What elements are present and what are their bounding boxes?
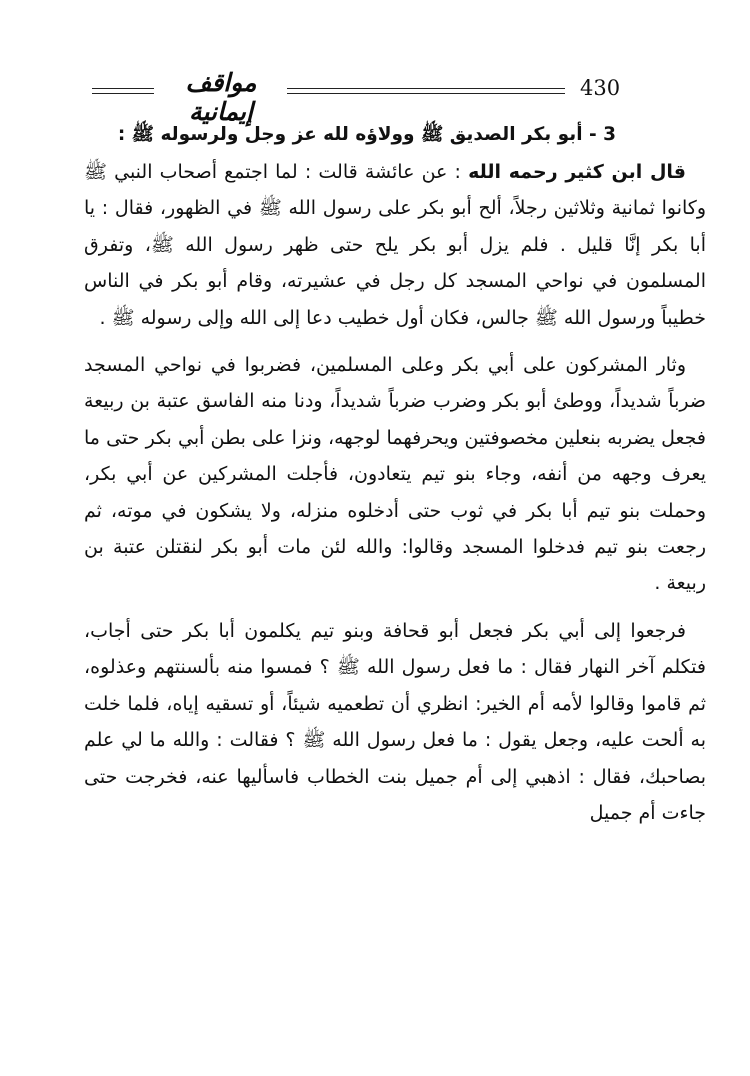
running-title: مواقف إيمانية <box>185 68 257 126</box>
paragraph-1 <box>84 154 706 336</box>
page-header <box>92 68 704 126</box>
paragraph-1-lead: قال ابن كثير رحمه الله <box>468 161 687 183</box>
paragraph-3 <box>84 613 706 831</box>
page-number: 430 <box>580 76 621 100</box>
body-text <box>84 124 706 831</box>
header-rule-left-top <box>92 88 154 89</box>
paragraph-3-text: فرجعوا إلى أبي بكر فجعل أبو قحافة وبنو تيم يكلمون أبا بكر حتى أجاب، فتكلم آخر النهار فقال : ما فعل رسول الله ﷺ ؟ فمسوا منه بألسنتهم وعذلوه، ثم قاموا وقالوا لأمه أم الخير: انظري أن تطعميه شيئاً، أو تسقيه إياه، فلما خلت به ألحت عليه، وجعل يقول : ما فعل رسول الله ﷺ ؟ فقالت : والله ما لي علم بصاحبك، فقال : اذهبي إلى أم جميل بنت الخطاب فاسأليها عنه، فخرجت حتى جاءت أم جميل <box>84 619 706 824</box>
paragraph-2-text: وثار المشركون على أبي بكر وعلى المسلمين، فضربوا في نواحي المسجد ضرباً شديداً، ووطئ أبو بكر وضرب ضرباً شديداً، ودنا منه الفاسق عتبة بن ربيعة فجعل يضربه بنعلين مخصوفتين ويحرفهما لوجهه، ونزا على بطن أبي بكر حتى ما يعرف وجهه من أنفه، وجاء بنو تيم يتعادون، فأجلت المشركين عن أبي بكر، وحملت بنو تيم أبا بكر في ثوب حتى أدخلوه منزله، ولا يشكون في موته، ثم رجعت بنو تيم فدخلوا المسجد وقالوا: والله لئن مات أبو بكر لنقتلن عتبة بن ربيعة . <box>84 354 706 595</box>
header-rule-middle-top <box>287 88 565 89</box>
header-rule-middle-bottom <box>287 93 565 94</box>
section-heading: 3 - أبو بكر الصديق ﷺ وولاؤه لله عز وجل ولرسوله ﷺ : <box>117 124 616 145</box>
header-rule-left-bottom <box>92 93 154 94</box>
paragraph-2 <box>84 347 706 602</box>
paragraph-1-text: : عن عائشة قالت : لما اجتمع أصحاب النبي ﷺ وكانوا ثمانية وثلاثين رجلاً، ألح أبو بكر على رسول الله ﷺ في الظهور، فقال : يا أبا بكر إنَّا قليل . فلم يزل أبو بكر يلح حتى ظهر رسول الله ﷺ، وتفرق المسلمون في نواحي المسجد كل رجل في عشيرته، وقام أبو بكر في الناس خطيباً ورسول الله ﷺ جالس، فكان أول خطيب دعا إلى الله وإلى رسوله ﷺ . <box>84 161 706 329</box>
